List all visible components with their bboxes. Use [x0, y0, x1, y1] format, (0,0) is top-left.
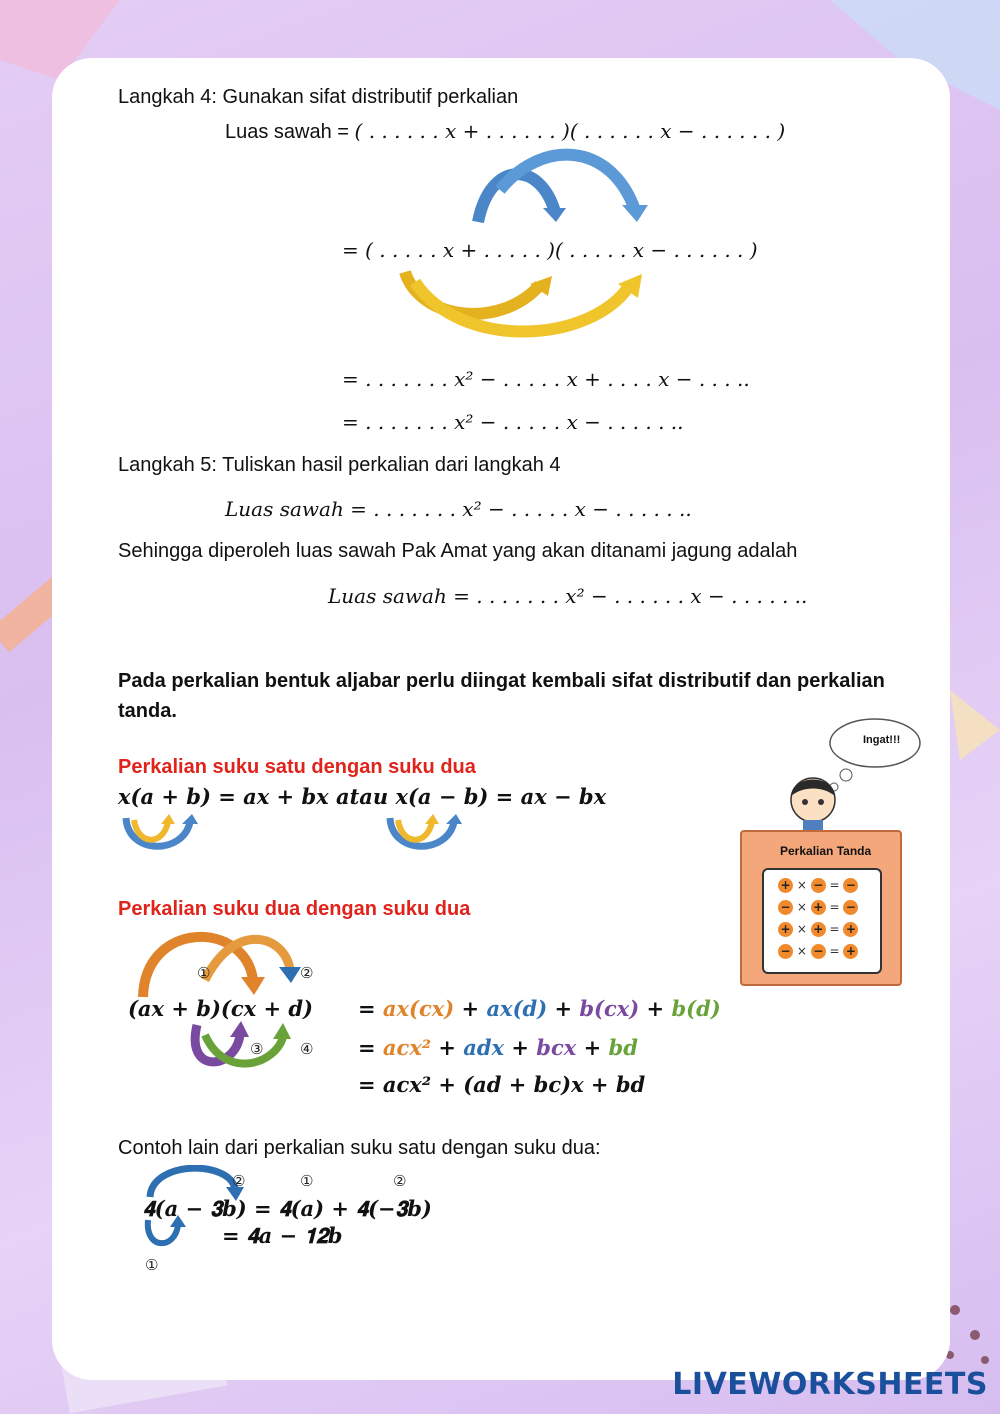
step5-heading: Langkah 5: Tuliskan hasil perkalian dari langkah 4: [118, 454, 561, 476]
sign-panel-title: Perkalian Tanda: [780, 844, 872, 858]
times-sign: ×: [796, 922, 807, 936]
sign-row: [778, 878, 858, 893]
sign-row: [778, 922, 858, 937]
conclusion-expr: Luas sawah = . . . . . . . 𝑥² − . . . . . . 𝑥 − . . . . . ..: [328, 584, 808, 608]
sign-row: [778, 900, 858, 915]
example-line2: = 𝟒𝒂 − 𝟏𝟐𝒃: [222, 1223, 343, 1248]
plus-sign: +: [576, 1035, 609, 1060]
equals-sign: =: [829, 922, 840, 936]
section2-row1: [358, 996, 721, 1021]
liveworksheets-logo[interactable]: LIVEWORKSHEETS: [672, 1367, 988, 1402]
section1-formula: 𝒙(𝒂 + 𝒃) = 𝒂𝒙 + 𝒃𝒙 𝒂𝒕𝒂𝒖 𝒙(𝒂 − 𝒃) = 𝒂𝒙 − 𝒃𝒙: [118, 784, 607, 809]
term-bd: 𝒃𝒅: [608, 1035, 638, 1060]
example-intro: Contoh lain dari perkalian suku satu dengan suku dua:: [118, 1137, 601, 1159]
plus-sign: +: [454, 996, 487, 1021]
example-circled-2b: ②: [393, 1172, 407, 1190]
equals-sign: =: [358, 996, 383, 1021]
circled-3: ③: [250, 1040, 264, 1058]
circled-4: ④: [300, 1040, 314, 1058]
plus-sign: +: [504, 1035, 537, 1060]
sign-dot: −: [811, 944, 826, 959]
times-sign: ×: [796, 900, 807, 914]
times-sign: ×: [796, 878, 807, 892]
sign-table: [762, 868, 882, 974]
sign-dot: +: [778, 878, 793, 893]
term-acx2: 𝒂𝒄𝒙²: [382, 1035, 432, 1060]
luas-label: Luas sawah =: [225, 121, 355, 143]
step4-line4: = . . . . . . . 𝑥² − . . . . . 𝑥 − . . . . . ..: [342, 410, 684, 434]
times-sign: ×: [796, 944, 807, 958]
plus-sign: +: [639, 996, 672, 1021]
sign-dot: −: [778, 944, 793, 959]
section1-title: Perkalian suku satu dengan suku dua: [118, 756, 476, 778]
sign-dot: +: [778, 922, 793, 937]
equals-sign: =: [829, 878, 840, 892]
sign-rules-panel: [740, 830, 902, 986]
step4-line1-expr: ( . . . . . . 𝑥 + . . . . . . )( . . . . . . 𝑥 − . . . . . . ): [354, 119, 786, 143]
example-circled-2a: ②: [232, 1172, 246, 1190]
sign-dot: −: [811, 878, 826, 893]
equals-sign: =: [829, 944, 840, 958]
term-ax-cx: 𝒂𝒙(𝒄𝒙): [382, 996, 455, 1021]
term-b-cx: 𝒃(𝒄𝒙): [579, 996, 640, 1021]
sign-dot: +: [843, 944, 858, 959]
sign-dot: +: [811, 900, 826, 915]
example-circled-1-bottom: ①: [145, 1256, 159, 1274]
sign-dot: −: [843, 878, 858, 893]
section2-title: Perkalian suku dua dengan suku dua: [118, 898, 471, 920]
boy-avatar: [783, 770, 843, 835]
sign-dot: +: [811, 922, 826, 937]
section2-lhs: (𝒂𝒙 + 𝒃)(𝒄𝒙 + 𝒅): [128, 996, 313, 1021]
step4-heading: Langkah 4: Gunakan sifat distributif perkalian: [118, 86, 519, 108]
section1-arrows: [118, 810, 478, 860]
term-b-d: 𝒃(𝒅): [671, 996, 721, 1021]
step5-expr: Luas sawah = . . . . . . . 𝑥² − . . . . . 𝑥 − . . . . . ..: [225, 497, 692, 521]
sign-dot: +: [843, 922, 858, 937]
reminder-line1: Pada perkalian bentuk aljabar perlu diingat kembali sifat distributif dan perkalian: [118, 670, 885, 692]
term-ax-d: 𝒂𝒙(𝒅): [486, 996, 548, 1021]
sign-dot: −: [778, 900, 793, 915]
equals-sign: =: [829, 900, 840, 914]
step4-line3: = . . . . . . . 𝑥² − . . . . . 𝑥 + . . . . 𝑥 − . . . ..: [342, 367, 750, 391]
plus-sign: +: [547, 996, 580, 1021]
circled-2: ②: [300, 964, 314, 982]
example-line1: 𝟒(𝒂 − 𝟑𝒃) = 𝟒(𝒂) + 𝟒(−𝟑𝒃): [143, 1196, 432, 1221]
step4-line2: = ( . . . . . 𝑥 + . . . . . )( . . . . . 𝑥 − . . . . . . ): [342, 238, 758, 262]
section2-row2: [358, 1035, 638, 1060]
plus-sign: +: [431, 1035, 464, 1060]
circled-1: ①: [197, 964, 211, 982]
example-circled-1: ①: [300, 1172, 314, 1190]
reminder-line2: tanda.: [118, 700, 177, 722]
conclusion-text: Sehingga diperoleh luas sawah Pak Amat yang akan ditanami jagung adalah: [118, 540, 798, 562]
term-adx: 𝒂𝒅𝒙: [463, 1035, 505, 1060]
bubble-text: Ingat!!!: [863, 734, 901, 746]
equals-sign: =: [358, 1035, 383, 1060]
section2-row3: = 𝒂𝒄𝒙² + (𝒂𝒅 + 𝒃𝒄)𝒙 + 𝒃𝒅: [358, 1072, 646, 1097]
sign-dot: −: [843, 900, 858, 915]
term-bcx: 𝒃𝒄𝒙: [536, 1035, 577, 1060]
sign-row: [778, 944, 858, 959]
